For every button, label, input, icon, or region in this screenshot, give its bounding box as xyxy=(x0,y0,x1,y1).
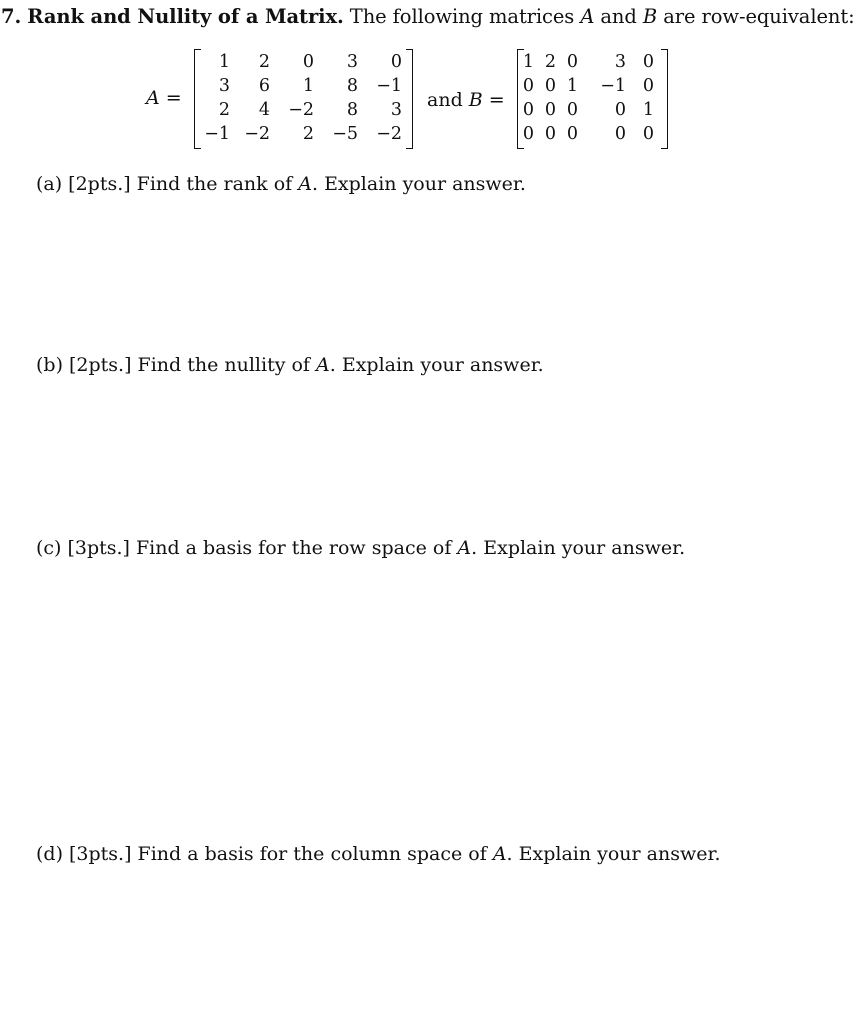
matrix-b-entry: 0 xyxy=(522,76,534,96)
part-a-points: [2pts.] xyxy=(68,173,131,195)
matrix-a-entry: 6 xyxy=(258,76,270,96)
matrix-b-entry: 0 xyxy=(566,52,578,72)
matrix-a-grid xyxy=(198,50,402,146)
matrix-a-entry: 3 xyxy=(218,76,230,96)
matrix-b-entry: 0 xyxy=(566,124,578,144)
matrix-a-entry: 2 xyxy=(218,100,230,120)
matrix-a-row xyxy=(198,98,402,122)
matrix-b-var: B xyxy=(468,89,483,111)
problem-number: 7. xyxy=(1,5,22,28)
intro-text-2: are row-equivalent: xyxy=(663,5,855,28)
matrix-b-entry: 0 xyxy=(642,124,654,144)
matrix-b-entry: 0 xyxy=(614,100,626,120)
part-a-var: A xyxy=(298,173,312,195)
matrix-b-entry: 0 xyxy=(642,52,654,72)
part-b-label: (b) xyxy=(36,354,63,376)
matrix-a-right-bracket xyxy=(406,49,413,149)
part-c-var: A xyxy=(457,537,472,559)
matrix-a-entry: 2 xyxy=(258,52,270,72)
matrix-a-entry: −2 xyxy=(376,124,402,144)
matrix-b-entry: 1 xyxy=(522,52,534,72)
part-b-text: Find the nullity of xyxy=(137,354,310,376)
part-a-text: Find the rank of xyxy=(136,173,293,195)
intro-var-a: A xyxy=(580,5,595,28)
part-d-label: (d) xyxy=(36,843,63,865)
matrix-a-entry: −5 xyxy=(332,124,358,144)
matrix-b-entry: 0 xyxy=(544,100,556,120)
matrix-b-entry: 3 xyxy=(614,52,626,72)
matrix-b-row xyxy=(520,74,654,98)
matrix-b-entry: 0 xyxy=(642,76,654,96)
matrix-a-entry: 0 xyxy=(302,52,314,72)
part-b xyxy=(36,354,544,376)
intro-text-and: and xyxy=(600,5,637,28)
part-d-end: . Explain your answer. xyxy=(506,843,721,865)
matrix-a-entry: 0 xyxy=(390,52,402,72)
part-c-end: . Explain your answer. xyxy=(471,537,686,559)
matrix-a-entry: −1 xyxy=(204,124,230,144)
and-text: and xyxy=(427,89,463,111)
part-d-text: Find a basis for the column space of xyxy=(137,843,487,865)
part-c-points: [3pts.] xyxy=(67,537,130,559)
matrix-a-entry: 4 xyxy=(258,100,270,120)
matrix-b-row xyxy=(520,50,654,74)
part-a-label: (a) xyxy=(36,173,63,195)
matrix-a-label-text: A = xyxy=(146,87,182,109)
matrix-b-entry: 0 xyxy=(522,124,534,144)
matrix-and-label xyxy=(427,89,505,111)
matrix-a-entry: 8 xyxy=(346,100,358,120)
matrix-a-entry: 3 xyxy=(346,52,358,72)
matrix-b-entry: 1 xyxy=(642,100,654,120)
matrix-b-grid xyxy=(520,50,654,146)
part-b-end: . Explain your answer. xyxy=(329,354,544,376)
matrix-b-row xyxy=(520,122,654,146)
matrix-b-entry: 0 xyxy=(566,100,578,120)
intro-var-b: B xyxy=(642,5,658,28)
part-d-points: [3pts.] xyxy=(69,843,132,865)
matrix-a xyxy=(194,49,413,149)
matrix-a-entry: −2 xyxy=(244,124,270,144)
matrix-equation xyxy=(0,45,809,155)
matrix-a-row xyxy=(198,50,402,74)
matrix-a-entry: 2 xyxy=(302,124,314,144)
part-a-end: . Explain your answer. xyxy=(311,173,526,195)
matrix-a-entry: 3 xyxy=(390,100,402,120)
matrix-b-right-bracket xyxy=(661,49,668,149)
part-d-var: A xyxy=(492,843,507,865)
matrix-b-entry: 0 xyxy=(614,124,626,144)
matrix-b-row xyxy=(520,98,654,122)
matrix-a-entry: −1 xyxy=(376,76,402,96)
part-b-var: A xyxy=(316,354,330,376)
matrix-b-equals: = xyxy=(488,89,505,111)
matrix-b-entry: 0 xyxy=(544,76,556,96)
part-c-text: Find a basis for the row space of xyxy=(135,537,452,559)
matrix-b-entry: 0 xyxy=(522,100,534,120)
part-a xyxy=(36,173,526,195)
part-d xyxy=(36,843,721,865)
matrix-b-entry: 1 xyxy=(566,76,578,96)
part-b-points: [2pts.] xyxy=(69,354,132,376)
matrix-a-entry: −2 xyxy=(288,100,314,120)
matrix-b-entry: 0 xyxy=(544,124,556,144)
matrix-a-entry: 1 xyxy=(218,52,230,72)
matrix-a-entry: 1 xyxy=(302,76,314,96)
matrix-a-label xyxy=(146,87,182,109)
matrix-a-row xyxy=(198,122,402,146)
matrix-b-entry: −1 xyxy=(600,76,626,96)
matrix-b xyxy=(517,49,668,149)
intro-text-1: The following matrices xyxy=(349,5,575,28)
problem-title: Rank and Nullity of a Matrix. xyxy=(27,5,344,28)
part-c-label: (c) xyxy=(36,537,62,559)
problem-header xyxy=(1,5,855,28)
part-c xyxy=(36,537,685,559)
matrix-a-row xyxy=(198,74,402,98)
matrix-a-entry: 8 xyxy=(346,76,358,96)
matrix-b-entry: 2 xyxy=(544,52,556,72)
